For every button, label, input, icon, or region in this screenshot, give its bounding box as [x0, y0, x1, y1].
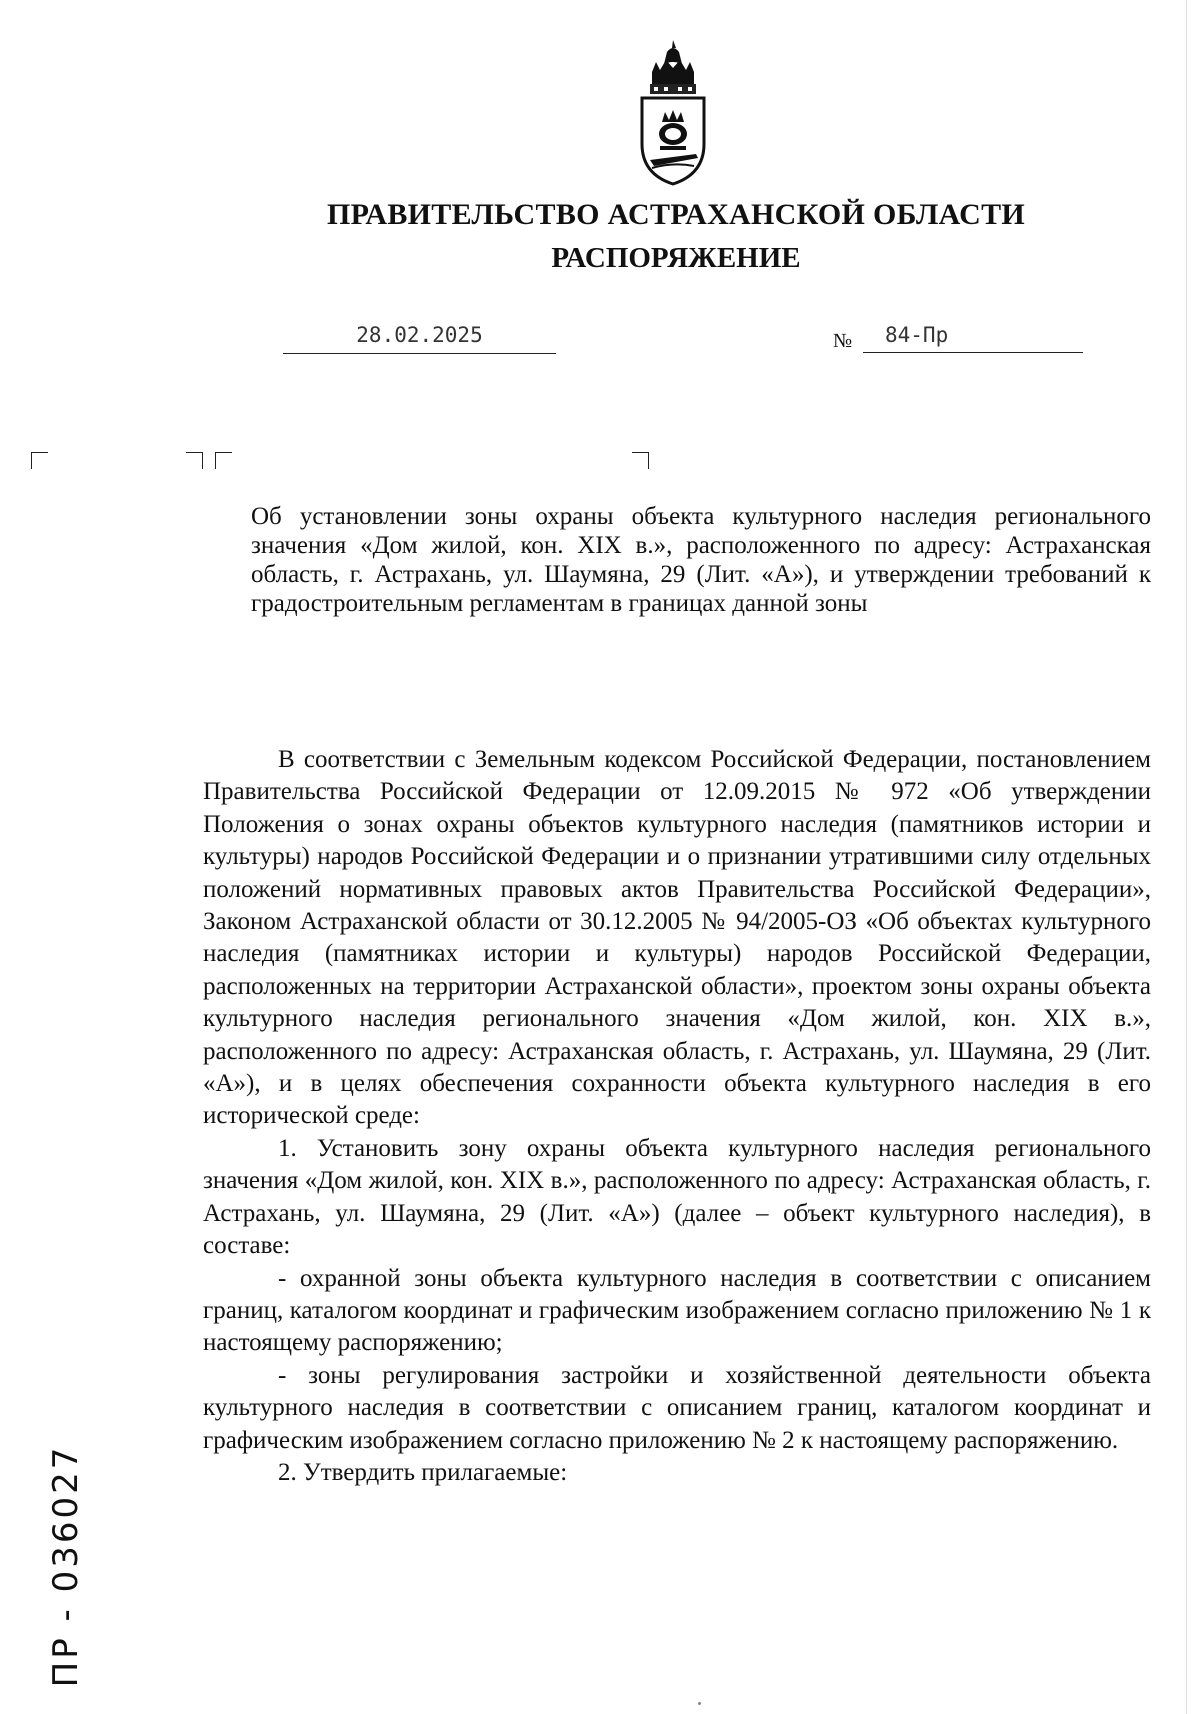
paragraph-preamble: В соответствии с Земельным кодексом Российской Федерации, постановлением Правительства Российской Федерации от 12.09.2015 № 972 «Об утверждении Положения о зонах охраны объектов культурного наследия (памятников истории и культуры) народов Российской Федерации и о признании утратившими силу отдельных положений нормативных правовых актов Правительства Российской Федерации», Законом Астраханской области от 30.12.2005 № 94/2005-ОЗ «Об объектах культурного наследия (памятниках истории и культуры) народов Российской Федерации, расположенных на территории Астраханской области», проектом зоны охраны объекта культурного наследия регионального значения «Дом жилой, кон. XIX в.», расположенного по адресу: Астраханская область, г. Астрахань, ул. Шаумяна, 29 (Лит. «А»), и в целях обеспечения сохранности объекта культурного наследия в его исторической среде:	[203, 746, 1151, 1130]
document-number: 84-Пр	[863, 323, 1083, 353]
government-name: ПРАВИТЕЛЬСТВО АСТРАХАНСКОЙ ОБЛАСТИ	[326, 198, 1026, 231]
astrakhan-coat-of-arms-icon	[636, 38, 710, 188]
document-title: Об установлении зоны охраны объекта культурного наследия регионального значения «Дом жилой, кон. XIX в.», расположенного по адресу: Астраханская область, г. Астрахань, ул. Шаумяна, 29 (Лит. «А»), и утверждении требований к градостроительным регламентам в границах данной зоны	[251, 503, 1151, 617]
paragraph-item-2: 2. Утвердить прилагаемые:	[278, 1458, 568, 1486]
scan-speck	[698, 1702, 701, 1705]
paragraph-subitem-regulation-zone: - зоны регулирования застройки и хозяйственной деятельности объекта культурного наследия в соответствии с описанием границ, каталогом координат и графическим изображением согласно приложению № 2 к настоящему распоряжению.	[203, 1361, 1151, 1454]
corner-mark	[215, 452, 232, 469]
serial-number-text: ПР - 036027	[46, 1444, 86, 1688]
paragraph-item-1: 1. Установить зону охраны объекта культурного наследия регионального значения «Дом жилой, кон. XIX в.», расположенного по адресу: Астраханская область, г. Астрахань, ул. Шаумяна, 29 (Лит. «А») (далее – объект культурного наследия), в составе:	[203, 1134, 1151, 1260]
document-body	[203, 744, 1151, 1489]
corner-mark	[632, 452, 649, 469]
document-type: РАСПОРЯЖЕНИЕ	[551, 242, 801, 274]
corner-mark	[31, 452, 48, 469]
number-sign: №	[833, 330, 853, 352]
document-date: 28.02.2025	[283, 323, 556, 354]
corner-mark	[186, 452, 203, 469]
paragraph-subitem-protected-zone: - охранной зоны объекта культурного наследия в соответствии с описанием границ, каталогом координат и графическим изображением согласно приложению № 1 к настоящему распоряжению;	[203, 1264, 1151, 1357]
